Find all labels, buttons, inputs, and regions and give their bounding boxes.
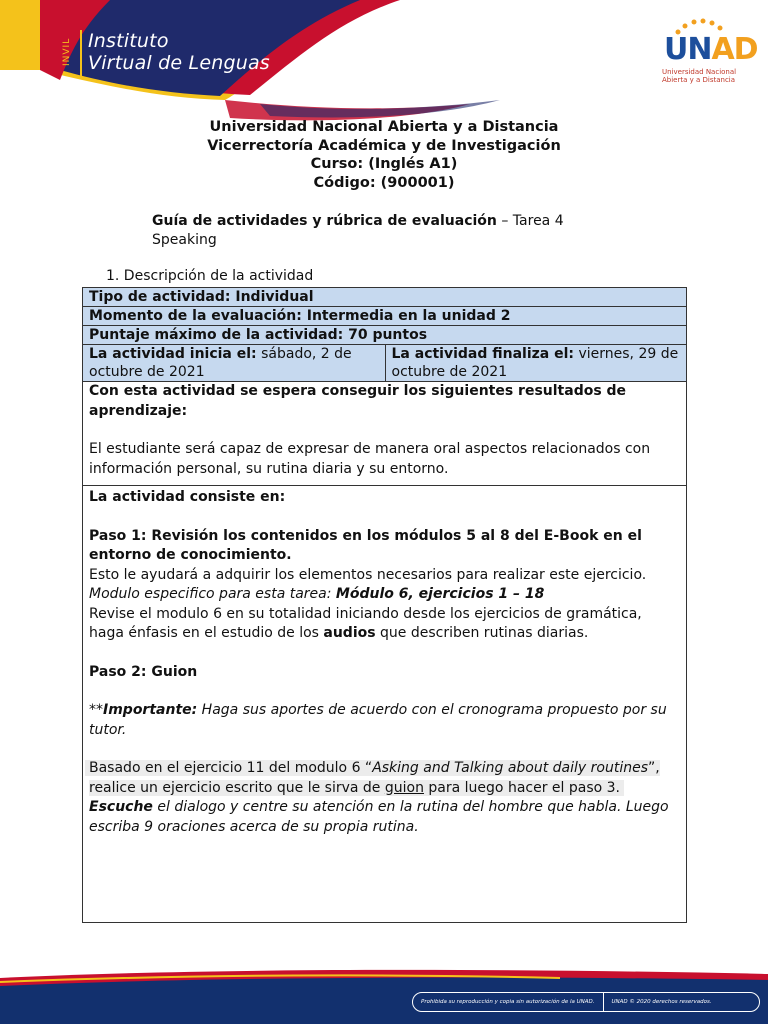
unad-subtitle-line1: Universidad Nacional [662,68,737,76]
guide-title: Guía de actividades y rúbrica de evaluación – Tarea 4 Speaking [152,213,564,248]
header-banner [0,0,768,130]
step2-heading: Paso 2: Guion [89,663,198,680]
step1-heading: Paso 1: Revisión los contenidos en los módulos 5 al 8 del E-Book en el entorno de conocimiento. [89,527,642,563]
unad-logo [660,18,758,98]
footer-rights: UNAD © 2020 derechos reservados. [603,993,720,1011]
row-activity-steps [83,486,686,922]
row-max-score: Puntaje máximo de la actividad: 70 puntos [83,326,686,345]
footer-notice: Prohibida su reproducción y copia sin autorización de la UNAD. [421,999,595,1005]
unad-wordmark: UNAD [664,32,758,67]
row-activity-type: Tipo de actividad: Individual [83,288,686,307]
based-on-exercise: Basado en el ejercicio 11 del modulo 6 “Asking and Talking about daily routines”, realice un ejercicio escrito que le sirva de guion para luego hacer el paso 3. [83,759,686,798]
review-text: Revise el modulo 6 en su totalidad iniciando desde los ejercicios de gramática, haga énfasis en el estudio de los audios que describen rutinas diarias. [89,605,642,641]
course-code: Código: (900001) [313,174,455,191]
section-heading: 1. Descripción de la actividad [106,268,314,284]
row-dates [83,345,686,382]
module-line: Modulo especifico para esta tarea: Módulo 6, ejercicios 1 – 18 [89,586,545,602]
consists-heading: La actividad consiste en: [89,489,286,505]
row-learning-outcomes [83,382,686,486]
activity-table [82,287,687,923]
unad-subtitle-line2: Abierta y a Distancia [662,76,736,84]
step1-text: Esto le ayudará a adquirir los elementos necesarios para realizar este ejercicio. [89,566,647,583]
institute-title-line2: Virtual de Lenguas [88,52,270,74]
institute-mark: INVIL [62,37,72,67]
important-note: **Importante: Haga sus aportes de acuerdo con el cronograma propuesto por su tutor. [89,702,667,738]
start-date-cell: La actividad inicia el: sábado, 2 de octubre de 2021 [89,346,352,380]
institute-title-line1: Instituto [88,30,169,52]
footer-copyright [412,992,760,1012]
end-date-cell: La actividad finaliza el: viernes, 29 de octubre de 2021 [385,345,687,381]
listen-instruction: Escuche el dialogo y centre su atención en la rutina del hombre que habla. Luego escriba 9 oraciones acerca de su propia rutina. [89,799,669,835]
course-name: Curso: (Inglés A1) [310,156,458,172]
outcomes-heading: Con esta actividad se espera conseguir los siguientes resultados de aprendizaje: [89,383,627,419]
outcomes-text: El estudiante será capaz de expresar de manera oral aspectos relacionados con información personal, su rutina diaria y su entorno. [89,441,651,477]
vice-rectory: Vicerrectoría Académica y de Investigación [207,137,561,154]
institute-divider [80,30,82,76]
row-evaluation-moment: Momento de la evaluación: Intermedia en la unidad 2 [83,307,686,326]
university-name: Universidad Nacional Abierta y a Distancia [209,119,559,135]
